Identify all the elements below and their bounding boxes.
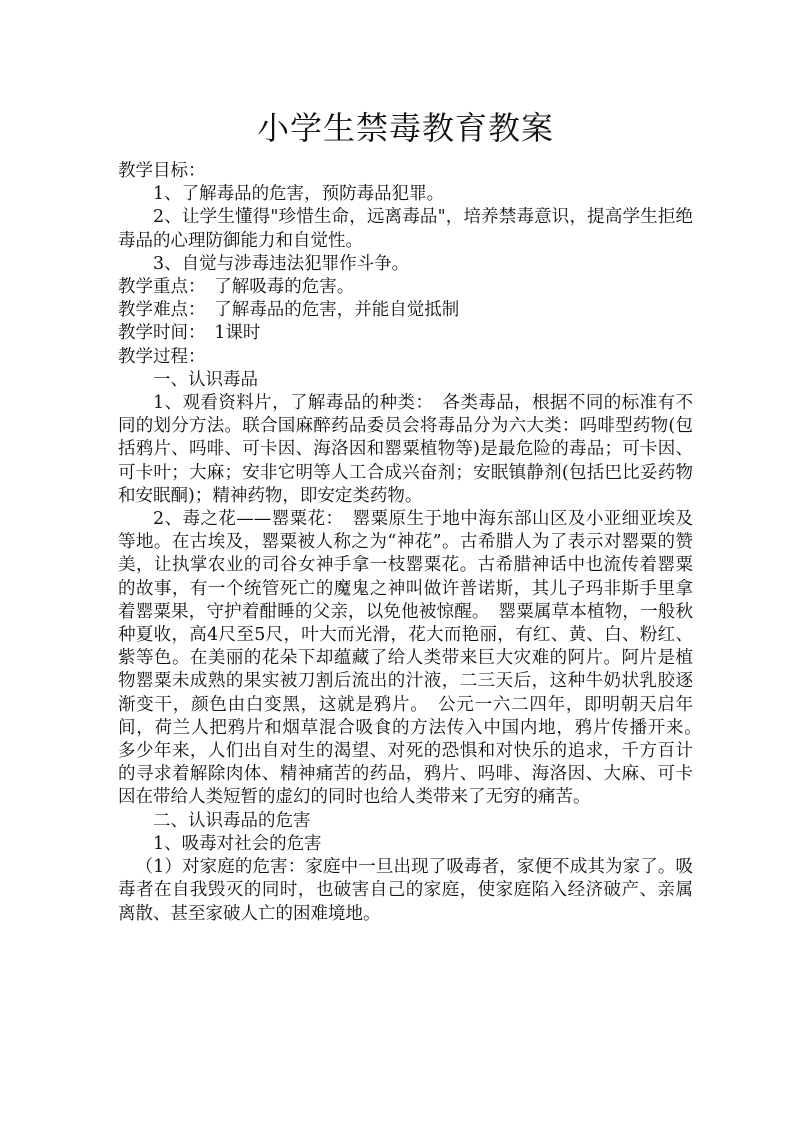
subsection-heading-social-harm: 1、吸毒对社会的危害 xyxy=(153,833,322,854)
paragraph-family-harm: （1）对家庭的危害：家庭中一旦出现了吸毒者，家便不成其为家了。吸毒者在自我毁灭的同时，也破害自己的家庭，使家庭陷入经济破产、亲属离散、甚至家破人亡的困难境地。 xyxy=(118,857,693,924)
paragraph-objective-3: 3、自觉与涉毒违法犯罪作斗争。 xyxy=(153,253,410,274)
document-title: 小学生禁毒教育教案 xyxy=(256,109,554,147)
paragraph-drug-types: 1、观看资料片，了解毒品的种类： 各类毒品，根据不同的标准有不同的划分方法。联合国麻醉药品委员会将毒品分为六大类：吗啡型药物(包括鸦片、吗啡、可卡因、海洛因和罂粟植物等)是最危险的毒品；可卡因、可卡叶；大麻；安非它明等人工合成兴奋剂；安眠镇静剂(包括巴比妥药物和安眠酮)；精神药物，即安定类药物。 xyxy=(118,393,693,506)
paragraph-objective-2: 2、让学生懂得"珍惜生命，远离毒品"，培养禁毒意识，提高学生拒绝毒品的心理防御能力和自觉性。 xyxy=(118,207,693,251)
paragraph-difficulty: 教学难点： 了解毒品的危害，并能自觉抵制 xyxy=(118,300,460,321)
document-body xyxy=(118,160,711,926)
paragraph-key-point: 教学重点： 了解吸毒的危害。 xyxy=(118,277,355,298)
paragraph-duration: 教学时间： 1课时 xyxy=(118,323,261,344)
section-heading-drug-harms: 二、认识毒品的危害 xyxy=(153,810,311,831)
section-heading-know-drugs: 一、认识毒品 xyxy=(153,369,258,390)
document-page xyxy=(118,108,711,926)
paragraph-poppy-flower: 2、毒之花——罂粟花： 罂粟原生于地中海东部山区及小亚细亚埃及等地。在古埃及，罂粟被人称之为“神花”。古希腊人为了表示对罂粟的赞美，让执掌农业的司谷女神手拿一枝罂粟花。古希腊神话中也流传着罂粟的故事，有一个统管死亡的魔鬼之神叫做许普诺斯，其儿子玛非斯手里拿着罂粟果，守护着酣睡的父亲，以免他被惊醒。 罂粟属草本植物，一般秋种夏收，高4尺至5尺，叶大而光滑，花大而艳丽，有红、黄、白、粉红、紫等色。在美丽的花朵下却蕴藏了给人类带来巨大灾难的阿片。阿片是植物罂粟未成熟的果实被刀割后流出的汁液，二三天后，这种牛奶状乳胶逐渐变干，颜色由白变黑，这就是鸦片。 公元一六二四年，即明朝天启年间，荷兰人把鸦片和烟草混合吸食的方法传入中国内地，鸦片传播开来。 多少年来，人们出自对生的渴望、对死的恐惧和对快乐的追求，千方百计的寻求着解除肉体、精神痛苦的药品，鸦片、吗啡、海洛因、大麻、可卡因在带给人类短暂的虚幻的同时也给人类带来了无穷的痛苦。 xyxy=(118,509,711,808)
paragraph-objectives-heading: 教学目标： xyxy=(118,161,206,181)
paragraph-objective-1: 1、了解毒品的危害，预防毒品犯罪。 xyxy=(153,184,445,205)
paragraph-process-heading: 教学过程： xyxy=(118,346,206,367)
